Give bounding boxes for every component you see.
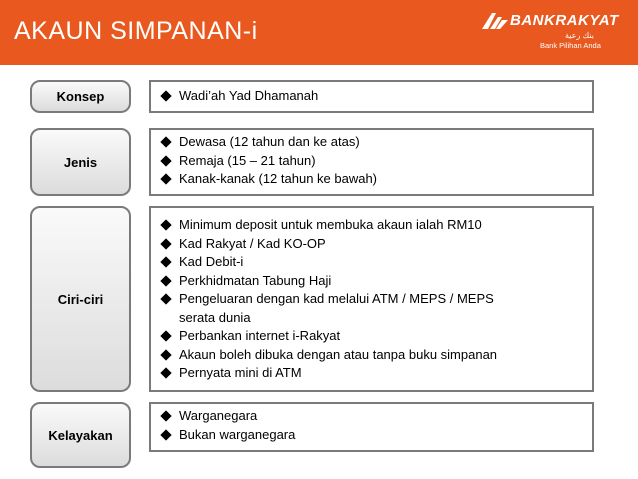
diamond-bullet-icon — [160, 219, 171, 230]
list-item: Perkhidmatan Tabung Haji — [161, 272, 586, 291]
diamond-bullet-icon — [160, 349, 171, 360]
jenis-list — [161, 133, 586, 189]
list-item: Warganegara — [161, 407, 586, 426]
logo-tagline: Bank Pilihan Anda — [540, 41, 601, 50]
kelayakan-list — [161, 407, 586, 444]
diamond-bullet-icon — [160, 173, 171, 184]
section-box-kelayakan — [149, 402, 594, 452]
list-item: Pernyata mini di ATM — [161, 364, 586, 383]
list-item: Minimum deposit untuk membuka akaun ialah RM10 — [161, 216, 586, 235]
diamond-bullet-icon — [160, 330, 171, 341]
section-label-konsep: Konsep — [30, 80, 131, 113]
section-label-kelayakan: Kelayakan — [30, 402, 131, 468]
section-label-jenis: Jenis — [30, 128, 131, 196]
diamond-bullet-icon — [160, 238, 171, 249]
list-item: Wadi’ah Yad Dhamanah — [161, 87, 586, 106]
list-item: Kad Rakyat / Kad KO-OP — [161, 235, 586, 254]
section-box-konsep — [149, 80, 594, 113]
diamond-bullet-icon — [160, 275, 171, 286]
konsep-list — [161, 87, 586, 106]
bank-logo — [480, 9, 630, 57]
diamond-bullet-icon — [160, 367, 171, 378]
list-item: Remaja (15 – 21 tahun) — [161, 152, 586, 171]
diamond-bullet-icon — [160, 90, 171, 101]
list-item: Pengeluaran dengan kad melalui ATM / MEPS / MEPS serata dunia — [161, 290, 531, 327]
header-banner — [0, 0, 638, 65]
logo-arabic-text: بنك رعية — [565, 31, 594, 40]
section-box-ciri-ciri — [149, 206, 594, 392]
ciri-ciri-list — [161, 216, 586, 383]
section-box-jenis — [149, 128, 594, 196]
diamond-bullet-icon — [160, 136, 171, 147]
diamond-bullet-icon — [160, 429, 171, 440]
list-item: Kad Debit-i — [161, 253, 586, 272]
bank-logo-icon — [480, 9, 510, 33]
page-title: AKAUN SIMPANAN-i — [14, 17, 258, 45]
diamond-bullet-icon — [160, 410, 171, 421]
list-item: Akaun boleh dibuka dengan atau tanpa buku simpanan — [161, 346, 586, 365]
list-item: Perbankan internet i-Rakyat — [161, 327, 586, 346]
list-item: Kanak-kanak (12 tahun ke bawah) — [161, 170, 586, 189]
list-item: Dewasa (12 tahun dan ke atas) — [161, 133, 586, 152]
logo-text: BANKRAKYAT — [510, 12, 619, 29]
diamond-bullet-icon — [160, 256, 171, 267]
diamond-bullet-icon — [160, 155, 171, 166]
list-item: Bukan warganegara — [161, 426, 586, 445]
section-label-ciri-ciri: Ciri-ciri — [30, 206, 131, 392]
diamond-bullet-icon — [160, 293, 171, 304]
